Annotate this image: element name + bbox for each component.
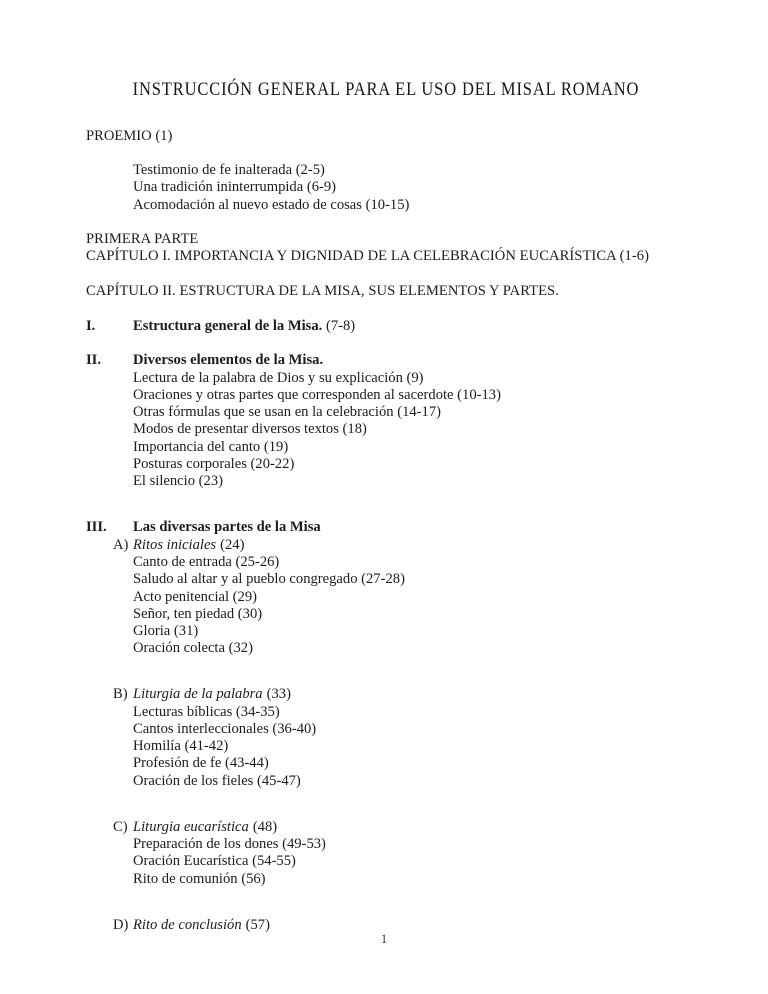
subsection-tag: D) bbox=[113, 916, 129, 933]
spacer bbox=[86, 657, 686, 674]
list-item: Oraciones y otras partes que corresponden al sacerdote (10-13) bbox=[133, 386, 501, 403]
subsection-heading-b bbox=[113, 686, 686, 703]
subsection-title: Rito de conclusión bbox=[133, 916, 242, 933]
list-item: Lectura de la palabra de Dios y su explicación (9) bbox=[133, 369, 424, 386]
spacer bbox=[86, 507, 686, 519]
list-item: Otras fórmulas que se usan en la celebración (14-17) bbox=[133, 404, 441, 421]
list-item: Oración Eucarística (54-55) bbox=[133, 853, 296, 870]
list-item: Una tradición ininterrumpida (6-9) bbox=[133, 179, 337, 196]
page-number: 1 bbox=[380, 932, 388, 946]
subsection-title-group bbox=[133, 537, 244, 554]
list-item: Canto de entrada (25-26) bbox=[133, 554, 280, 571]
section-title-group bbox=[133, 318, 355, 336]
proemio-item-list bbox=[86, 162, 686, 214]
list-item: Modos de presentar diversos textos (18) bbox=[133, 421, 367, 438]
page-title: INSTRUCCIÓN GENERAL PARA EL USO DEL MISAL ROMANO bbox=[132, 78, 640, 100]
list-item: Oración de los fieles (45-47) bbox=[133, 772, 301, 789]
spacer bbox=[86, 674, 686, 686]
capitulo-2-heading: CAPÍTULO II. ESTRUCTURA DE LA MISA, SUS ELEMENTOS Y PARTES. bbox=[86, 283, 559, 299]
section-ii-item-list bbox=[86, 370, 686, 490]
list-item: Profesión de fe (43-44) bbox=[133, 755, 269, 772]
list-item: Saludo al altar y al pueblo congregado (27-28) bbox=[133, 571, 405, 588]
list-item: Testimonio de fe inalterada (2-5) bbox=[133, 162, 325, 179]
subsection-heading-a bbox=[113, 537, 686, 554]
subsection-b-item-list bbox=[86, 704, 686, 790]
section-title: Diversos elementos de la Misa. bbox=[133, 352, 324, 369]
spacer bbox=[86, 807, 686, 819]
list-item: El silencio (23) bbox=[133, 473, 223, 489]
subsection-tag: C) bbox=[113, 818, 128, 835]
section-heading-iii bbox=[86, 519, 686, 537]
spacer bbox=[86, 790, 686, 807]
section-reference: (7-8) bbox=[325, 317, 356, 334]
spacer bbox=[86, 301, 686, 318]
list-item: Oración colecta (32) bbox=[133, 640, 253, 657]
section-numeral: I. bbox=[86, 317, 96, 334]
capitulo-1-heading: CAPÍTULO I. IMPORTANCIA Y DIGNIDAD DE LA CELEBRACIÓN EUCARÍSTICA (1-6) bbox=[86, 248, 650, 265]
spacer bbox=[86, 490, 686, 507]
subsection-tag: B) bbox=[113, 686, 128, 703]
subsection-reference: (24) bbox=[220, 536, 245, 553]
section-title: Las diversas partes de la Misa bbox=[133, 519, 321, 536]
list-item: Acto penitencial (29) bbox=[133, 588, 257, 605]
list-item: Rito de comunión (56) bbox=[133, 870, 266, 887]
list-item: Importancia del canto (19) bbox=[133, 438, 289, 455]
spacer bbox=[86, 145, 686, 162]
subsection-reference: (48) bbox=[252, 818, 278, 835]
list-item: Homilía (41-42) bbox=[133, 738, 229, 755]
subsection-tag: A) bbox=[113, 536, 129, 553]
spacer bbox=[86, 266, 686, 283]
subsection-reference: (57) bbox=[245, 916, 270, 933]
subsection-heading-c bbox=[113, 819, 686, 836]
proemio-heading: PROEMIO (1) bbox=[86, 127, 173, 144]
section-heading-i bbox=[86, 318, 686, 336]
subsection-c-item-list bbox=[86, 836, 686, 888]
spacer bbox=[86, 905, 686, 917]
subsection-a-item-list bbox=[86, 554, 686, 657]
spacer bbox=[86, 888, 686, 905]
subsection-reference: (33) bbox=[266, 686, 291, 703]
list-item: Cantos interleccionales (36-40) bbox=[133, 721, 317, 738]
list-item: Acomodación al nuevo estado de cosas (10-15) bbox=[133, 196, 410, 213]
subsection-title-group bbox=[133, 686, 291, 703]
list-item: Preparación de los dones (49-53) bbox=[133, 836, 326, 853]
primera-parte-label: PRIMERA PARTE bbox=[86, 230, 199, 247]
list-item: Gloria (31) bbox=[133, 623, 199, 640]
subsection-title-group bbox=[133, 819, 277, 836]
section-title: Estructura general de la Misa. bbox=[133, 317, 323, 334]
list-item: Lecturas bíblicas (34-35) bbox=[133, 703, 280, 720]
section-heading-ii bbox=[86, 352, 686, 370]
list-item: Señor, ten piedad (30) bbox=[133, 605, 263, 622]
spacer bbox=[86, 335, 686, 352]
section-numeral: II. bbox=[86, 352, 102, 369]
spacer bbox=[86, 214, 686, 231]
list-item: Posturas corporales (20-22) bbox=[133, 455, 295, 472]
subsection-title: Liturgia eucarística bbox=[133, 818, 249, 835]
document-body bbox=[86, 78, 686, 934]
subsection-title: Liturgia de la palabra bbox=[133, 686, 263, 703]
section-numeral: III. bbox=[86, 519, 107, 536]
subsection-title: Ritos iniciales bbox=[133, 536, 217, 553]
